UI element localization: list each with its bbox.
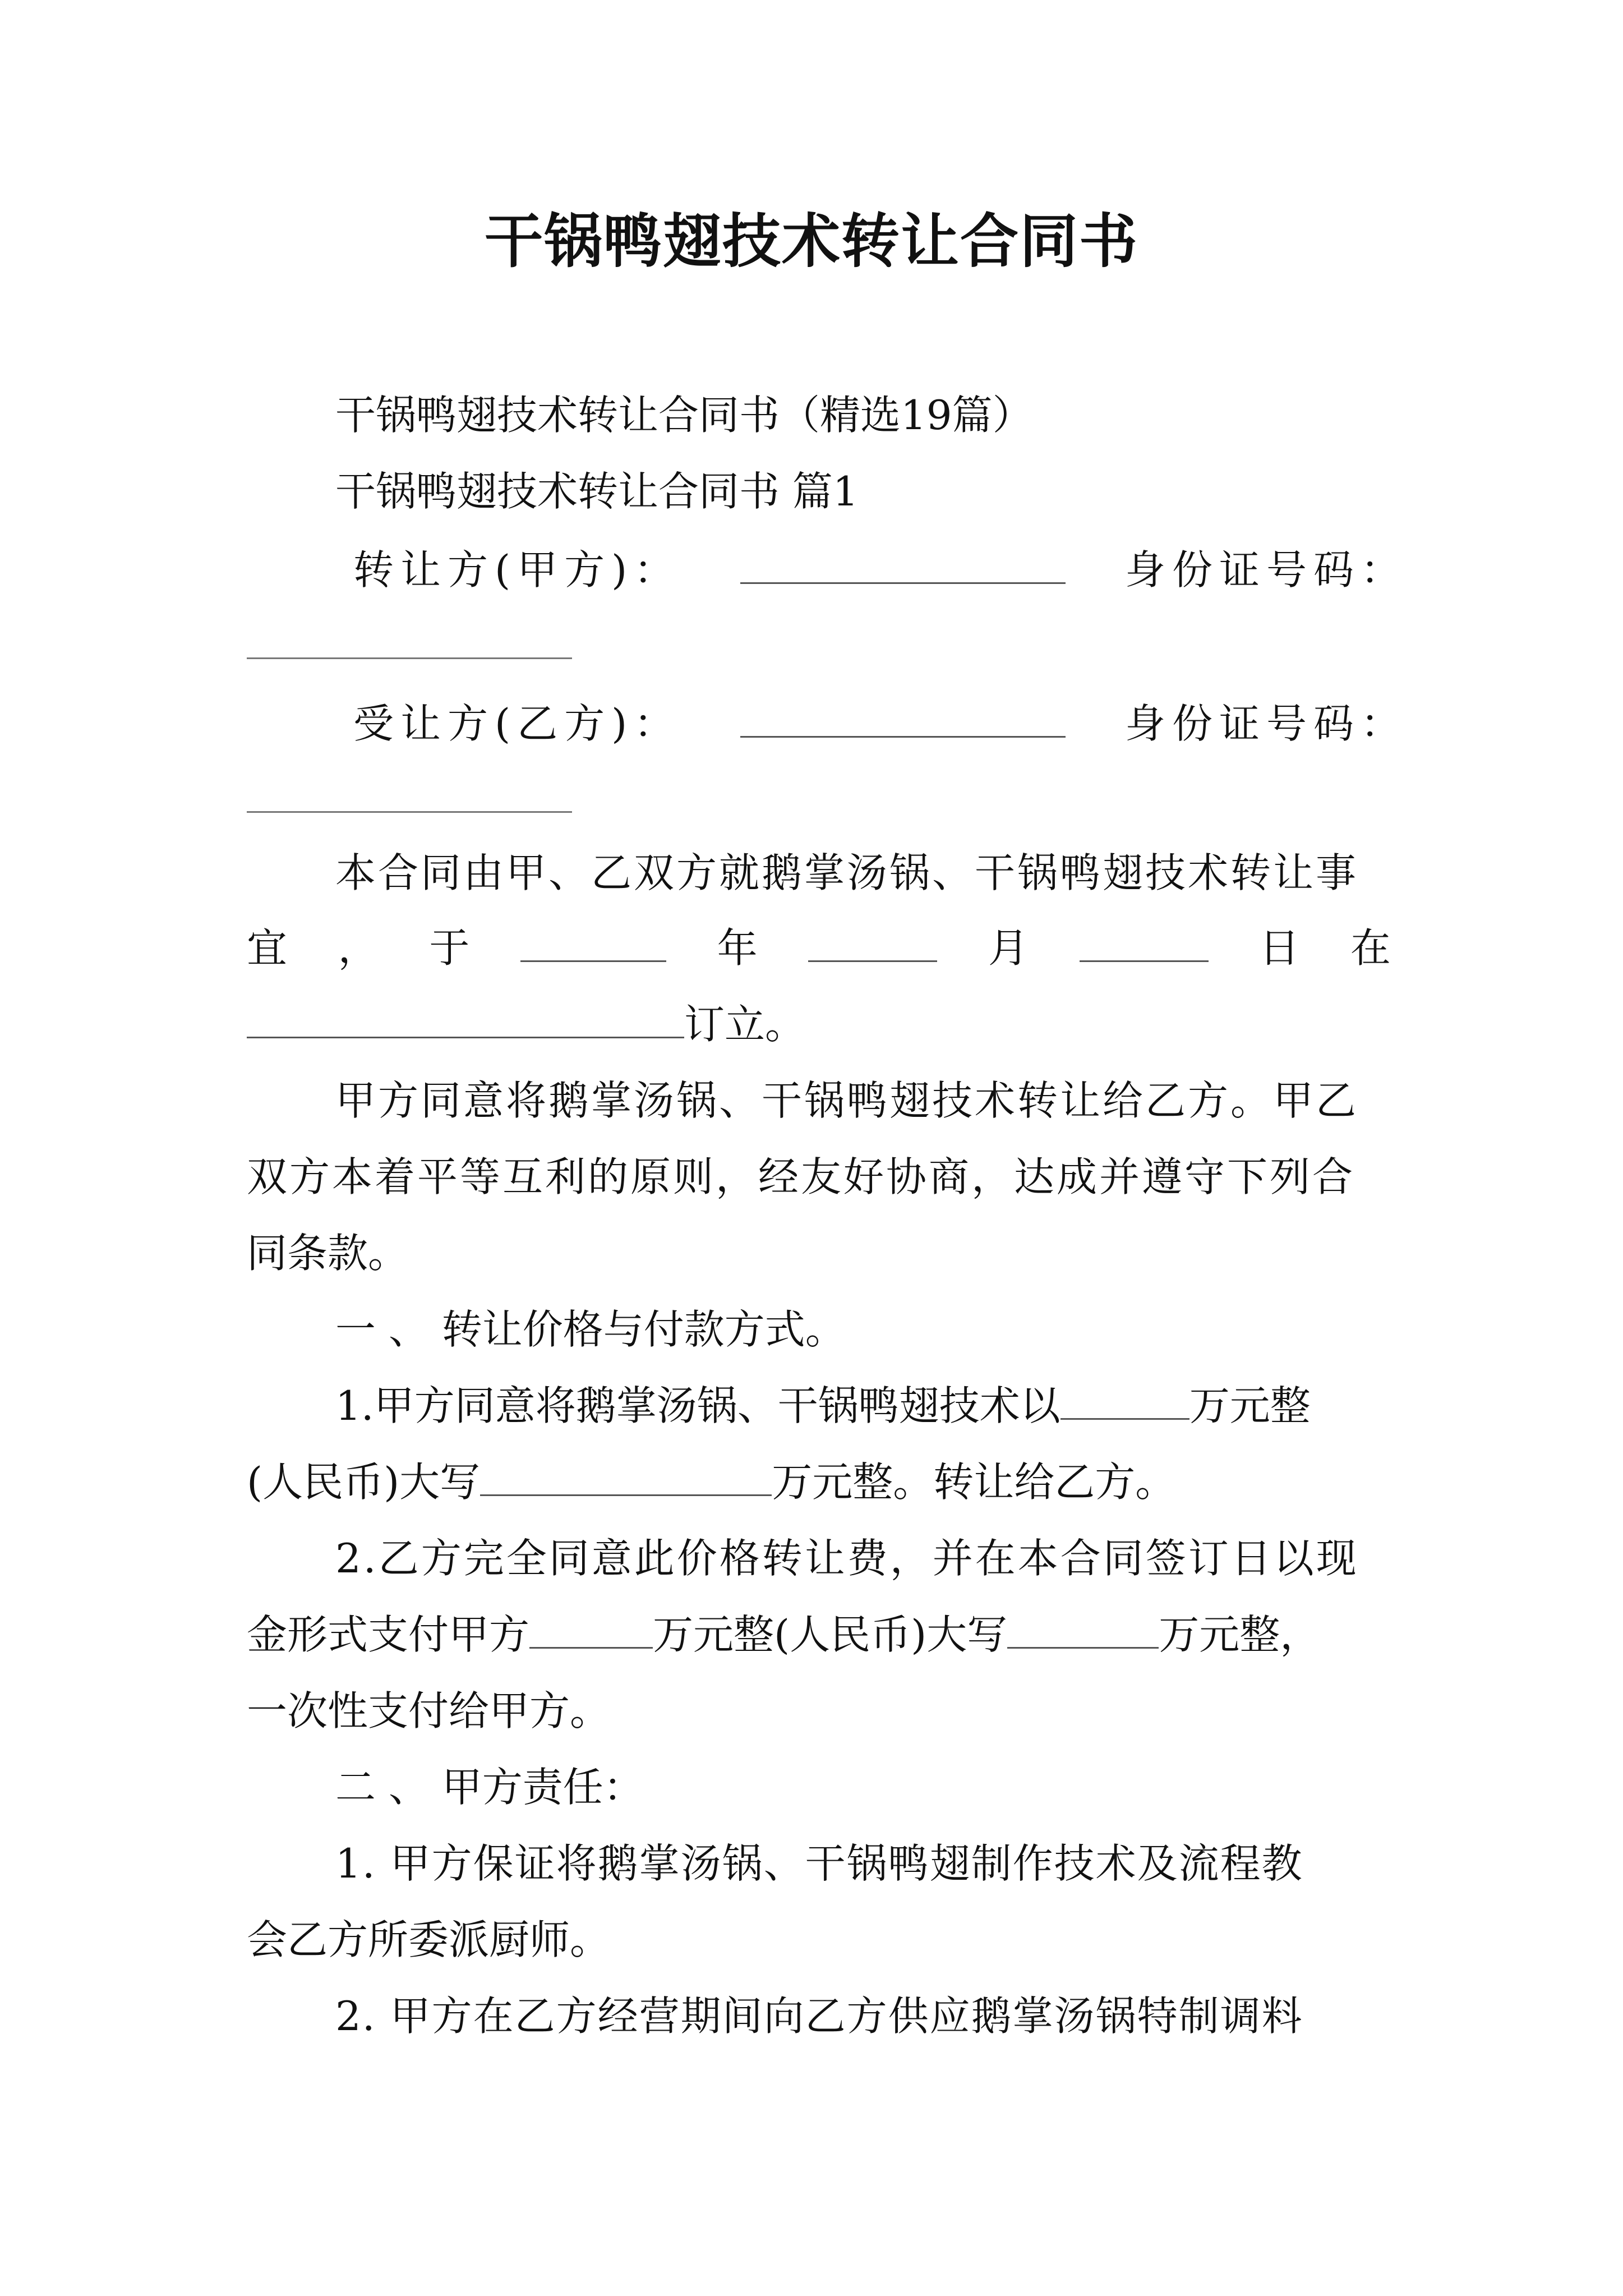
intro-word-yi: 宜 bbox=[247, 924, 288, 972]
intro-line-2 bbox=[247, 920, 1391, 976]
section-1-item-1-text-c: (人民币)大写 bbox=[247, 1458, 481, 1506]
party-a-line bbox=[353, 542, 1408, 598]
party-b-name-blank bbox=[740, 703, 1066, 738]
party-b-line bbox=[353, 696, 1408, 752]
section-1-item-2-line-3: 一次性支付给甲方。 bbox=[247, 1687, 611, 1734]
agree-line-1: 甲方同意将鹅掌汤锅、干锅鸭翅技术转让给乙方。甲乙 bbox=[335, 1077, 1359, 1124]
section-heading: 干锅鸭翅技术转让合同书 篇1 bbox=[335, 468, 859, 515]
intro-line-3-end: 订立。 bbox=[684, 1001, 806, 1048]
intro-word-zai: 在 bbox=[1350, 924, 1391, 972]
section-1-item-1-text-a: 1.甲方同意将鹅掌汤锅、干锅鸭翅技术以 bbox=[335, 1382, 1061, 1429]
party-a-name-blank bbox=[740, 550, 1066, 584]
intro-word-ri: 日 bbox=[1259, 924, 1300, 972]
day-blank bbox=[1080, 928, 1209, 962]
section-2-item-2-line-1: 2. 甲方在乙方经营期间向乙方供应鹅掌汤锅特制调料 bbox=[335, 1993, 1303, 2040]
party-a-label: 转让方(甲方)： bbox=[353, 546, 681, 593]
price-words-blank bbox=[480, 1462, 772, 1496]
section-1-item-2-line-2 bbox=[247, 1607, 1391, 1663]
intro-line-3 bbox=[247, 996, 1391, 1052]
section-1-item-1-line-1 bbox=[335, 1378, 1391, 1434]
intro-word-nian: 年 bbox=[717, 924, 758, 972]
section-2-item-1-line-1: 1. 甲方保证将鹅掌汤锅、干锅鸭翅制作技术及流程教 bbox=[335, 1840, 1303, 1887]
section-1-item-1-text-b: 万元整 bbox=[1189, 1382, 1311, 1429]
section-1-item-2-line-1: 2.乙方完全同意此价格转让费，并在本合同签订日以现 bbox=[335, 1535, 1359, 1582]
payment-words-blank bbox=[1007, 1614, 1159, 1649]
party-a-id-blank bbox=[247, 657, 572, 659]
party-a-id-label: 身份证号码： bbox=[1124, 546, 1408, 593]
document-title: 干锅鸭翅技术转让合同书 bbox=[484, 206, 1138, 275]
section-1-item-2-text-b: 万元整(人民币)大写 bbox=[653, 1611, 1008, 1658]
agree-line-2: 双方本着平等互利的原则，经友好协商，达成并遵守下列合 bbox=[247, 1153, 1355, 1200]
year-blank bbox=[520, 928, 666, 962]
party-b-label: 受让方(乙方)： bbox=[353, 700, 681, 747]
intro-comma: ， bbox=[338, 924, 379, 972]
section-1-item-1-line-2 bbox=[247, 1454, 1391, 1510]
agree-line-3: 同条款。 bbox=[247, 1230, 409, 1277]
month-blank bbox=[808, 928, 937, 962]
section-1-item-2-text-a: 金形式支付甲方 bbox=[247, 1611, 530, 1658]
party-b-id-label: 身份证号码： bbox=[1124, 700, 1408, 747]
section-1-heading: 一 、 转让价格与付款方式。 bbox=[335, 1306, 846, 1353]
section-1-item-1-text-d: 万元整。转让给乙方。 bbox=[772, 1458, 1176, 1506]
section-1-item-2-text-c: 万元整， bbox=[1159, 1611, 1321, 1658]
intro-line-1: 本合同由甲、乙双方就鹅掌汤锅、干锅鸭翅技术转让事 bbox=[335, 849, 1359, 896]
party-b-id-blank bbox=[247, 811, 572, 813]
payment-blank bbox=[529, 1614, 653, 1649]
intro-word-yue: 月 bbox=[988, 924, 1029, 972]
price-blank bbox=[1061, 1386, 1189, 1420]
place-blank bbox=[247, 1004, 684, 1038]
section-2-heading: 二 、 甲方责任： bbox=[335, 1764, 644, 1811]
intro-word-yu: 于 bbox=[429, 924, 470, 972]
section-2-item-1-line-2: 会乙方所委派厨师。 bbox=[247, 1916, 611, 1963]
document-subtitle: 干锅鸭翅技术转让合同书（精选19篇） bbox=[335, 392, 1033, 439]
